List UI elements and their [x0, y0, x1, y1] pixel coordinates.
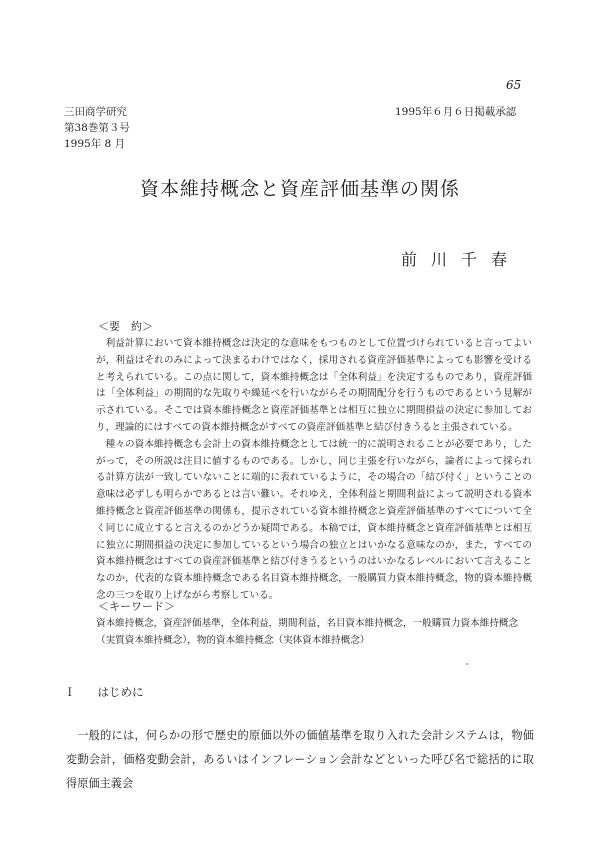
- abstract: [96, 336, 532, 605]
- journal-info: [64, 104, 130, 152]
- keywords-heading: ＜キーワード＞: [98, 600, 175, 613]
- journal-name: 三田商学研究: [64, 106, 127, 118]
- section-number: Ｉ: [64, 685, 76, 699]
- paper-title: 資本維持概念と資産評価基準の関係: [139, 178, 460, 200]
- page-number: 65: [506, 78, 522, 92]
- section-title: はじめに: [97, 685, 144, 699]
- publication-date: 1995年 8 月: [64, 138, 126, 150]
- body-text: [66, 724, 534, 796]
- abstract-paragraph: 利益計算において資本維持概念は決定的な意味をもつものとして位置づけられていると言ってよいが，利益はそれのみによって決まるわけではなく，採用される資産評価基準によっても影響を受けると考えられている。この点に関して，資本維持概念は「全体利益」を決定するものであり，資産評価は「全体利益」の期間的な先取りや繰延べを行いながらその期間配分を行うものであるという見解が示されている。そこでは資本維持概念と資産評価基準とは相互に独立に期間損益の決定に参加しており，理論的にはすべての資本維持概念がすべての資産評価基準と結び付きうると主張されている。: [96, 338, 532, 433]
- author-name: 前川千春: [401, 250, 522, 269]
- keywords-list: 資本維持概念，資産評価基準，全体利益，期間利益，名目資本維持概念，一般購買力資本維持概念（実質資本維持概念），物的資本維持概念（実体資本維持概念）: [96, 618, 519, 646]
- body-paragraph: 一般的には，何らかの形で歴史的原価以外の価値基準を取り入れた会計システムは，物価変動会計，価格変動会計，あるいはインフレーション会計などといった呼び名で総括的に取得原価主義会: [66, 729, 534, 790]
- abstract-heading: ＜要 約＞: [98, 320, 153, 333]
- volume-issue: 第38巻第３号: [64, 122, 130, 134]
- abstract-paragraph: 種々の資本維持概念も会計上の資本維持概念としては統一的に説明されることが必要であり，したがって，その所説は注目に値するものである。しかし，同じ主張を行いながら，論者によって採られる計算方法が一致していないことに端的に表れているように，その場合の「結び付く」ということの意味は必ずしも明らかであるとは言い難い。それゆえ，全体利益と期間利益によって説明される資本維持概念と資産評価基準の関係も，提示されている資本維持概念と資産評価基準のすべてについて全く同じに成立すると言えるのかどうか疑問である。本稿では，資本維持概念と資産評価基準とは相互に独立に期間損益の決定に参加しているという場合の独立とはいかなる意味なのか，また，すべての資本維持概念はすべての資産評価基準と結び付きうるというのはいかなるレベルにおいて言えることなのか，代表的な資本維持概念である名目資本維持概念，一般購買力資本維持概念，物的資本維持概念の三つを取り上げながら考察している。: [96, 438, 532, 601]
- scan-speck: [466, 663, 468, 665]
- section-heading: [64, 684, 144, 700]
- approval-note: 1995年６月６日掲載承認: [395, 106, 517, 118]
